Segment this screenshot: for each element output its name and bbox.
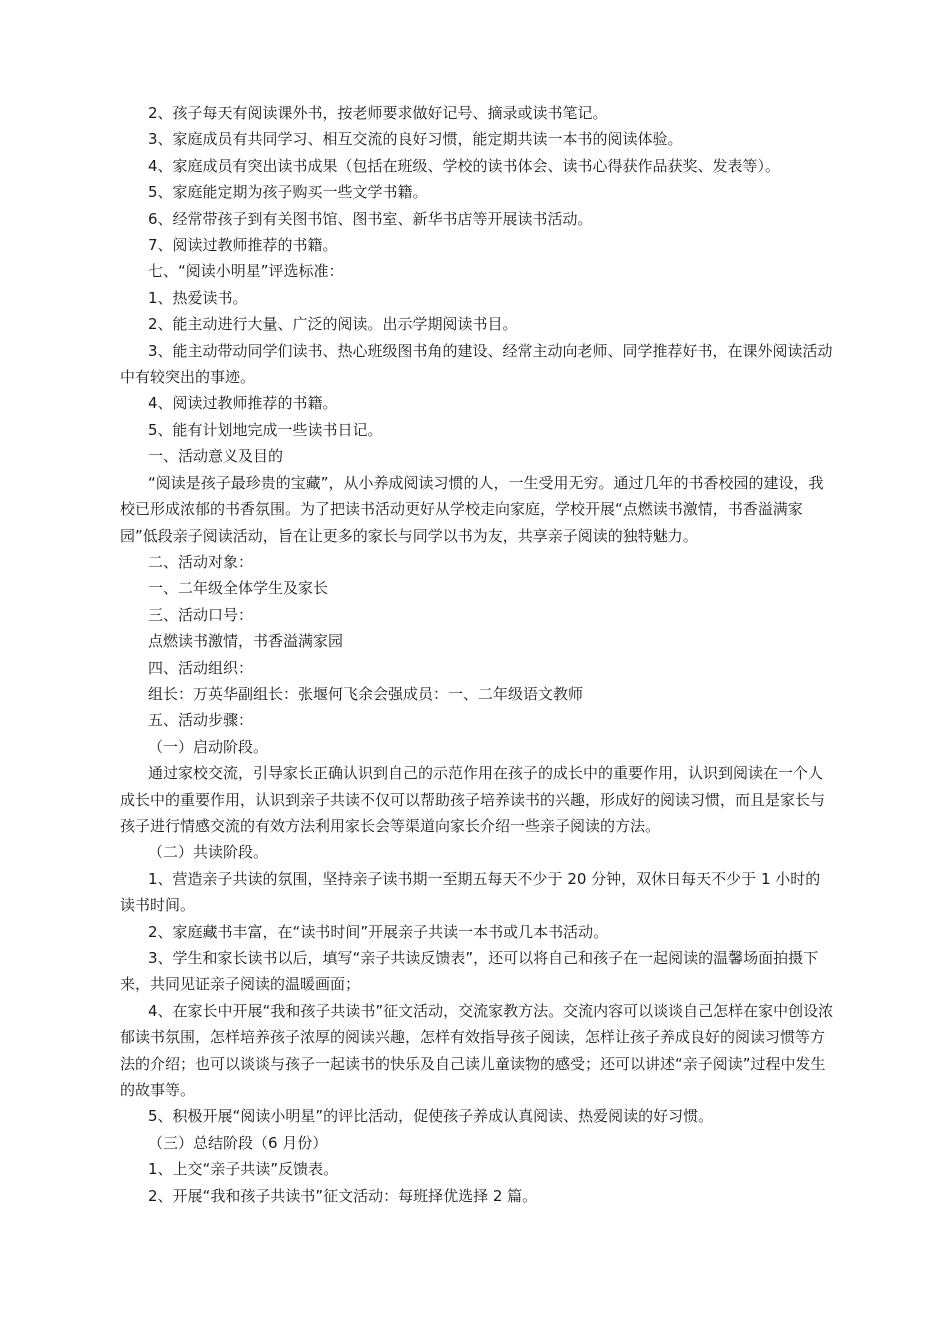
section-heading: 七、“阅读小明星”评选标准： bbox=[148, 262, 344, 281]
section-heading: 一、活动意义及目的 bbox=[148, 447, 284, 466]
paragraph: 1、营造亲子共读的氛围，坚持亲子读书期一至期五每天不少于 20 分钟，双休日每天不少于 1 小时的读书时间。 bbox=[120, 869, 821, 915]
paragraph: 1、热爱读书。 bbox=[148, 288, 248, 307]
paragraph: “阅读是孩子最珍贵的宝藏”，从小养成阅读习惯的人，一生受用无穷。通过几年的书香校园的建设，我校已形成浓郁的书香氛围。为了把读书活动更好从学校走向家庭，学校开展“点燃读书激情，书香溢满家园”低段亲子阅读活动，旨在让更多的家长与同学以书为友，共享亲子阅读的独特魅力。 bbox=[120, 473, 824, 545]
subsection-heading: （三）总结阶段（6 月份） bbox=[148, 1133, 328, 1152]
subsection-heading: （二）共读阶段。 bbox=[148, 843, 269, 862]
paragraph: 3、能主动带动同学们读书、热心班级图书角的建设、经常主动向老师、同学推荐好书，在课外阅读活动中有较突出的事迹。 bbox=[120, 341, 833, 387]
paragraph: 点燃读书激情，书香溢满家园 bbox=[148, 632, 344, 651]
paragraph: 2、孩子每天有阅读课外书，按老师要求做好记号、摘录或读书笔记。 bbox=[148, 104, 608, 122]
paragraph: 1、上交“亲子共读”反馈表。 bbox=[148, 1160, 339, 1179]
section-heading: 四、活动组织： bbox=[148, 658, 254, 677]
paragraph: 一、二年级全体学生及家长 bbox=[148, 579, 329, 598]
section-heading: 五、活动步骤： bbox=[148, 711, 254, 730]
paragraph: 5、能有计划地完成一些读书日记。 bbox=[148, 420, 383, 439]
paragraph: 4、家庭成员有突出读书成果（包括在班级、学校的读书体会、读书心得获作品获奖、发表等）。 bbox=[148, 156, 781, 175]
paragraph: 3、学生和家长读书以后，填写“亲子共读反馈表”，还可以将自己和孩子在一起阅读的温馨场面拍摄下来，共同见证亲子阅读的温暖画面； bbox=[120, 949, 819, 994]
paragraph: 2、家庭藏书丰富，在“读书时间”开展亲子共读一本书或几本书活动。 bbox=[148, 922, 609, 941]
section-heading: 三、活动口号： bbox=[148, 605, 254, 624]
paragraph: 2、开展“我和孩子共读书”征文活动：每班择优选择 2 篇。 bbox=[148, 1186, 538, 1205]
paragraph: 5、积极开展“阅读小明星”的评比活动，促使孩子养成认真阅读、热爱阅读的好习惯。 bbox=[148, 1107, 714, 1126]
paragraph: 2、能主动进行大量、广泛的阅读。出示学期阅读书目。 bbox=[148, 315, 518, 334]
paragraph: 5、家庭能定期为孩子购买一些文学书籍。 bbox=[148, 183, 428, 202]
paragraph: 通过家校交流，引导家长正确认识到自己的示范作用在孩子的成长中的重要作用，认识到阅读在一个人成长中的重要作用，认识到亲子共读不仅可以帮助孩子培养读书的兴趣，形成好的阅读习惯，而且是家长与孩子进行情感交流的有效方法利用家长会等渠道向家长介绍一些亲子阅读的方法。 bbox=[120, 764, 826, 835]
paragraph: 组长：万英华副组长：张堰何飞余会强成员：一、二年级语文教师 bbox=[148, 684, 584, 703]
document-body bbox=[120, 100, 834, 1209]
paragraph: 6、经常带孩子到有关图书馆、图书室、新华书店等开展读书活动。 bbox=[148, 209, 593, 228]
paragraph: 4、阅读过教师推荐的书籍。 bbox=[148, 394, 338, 413]
section-heading: 二、活动对象： bbox=[148, 552, 254, 571]
paragraph: 4、在家长中开展“我和孩子共读书”征文活动，交流家教方法。交流内容可以谈谈自己怎样在家中创设浓郁读书氛围，怎样培养孩子浓厚的阅读兴趣，怎样有效指导孩子阅读，怎样让孩子养成良好的阅读习惯等方法的介绍；也可以谈谈与孩子一起读书的快乐及自己读儿童读物的感受；还可以讲述“亲子阅读”过程中发生的故事等。 bbox=[120, 1001, 834, 1100]
paragraph: 7、阅读过教师推荐的书籍。 bbox=[148, 236, 338, 255]
paragraph: 3、家庭成员有共同学习、相互交流的良好习惯，能定期共读一本书的阅读体验。 bbox=[148, 130, 683, 149]
subsection-heading: （一）启动阶段。 bbox=[148, 737, 269, 756]
